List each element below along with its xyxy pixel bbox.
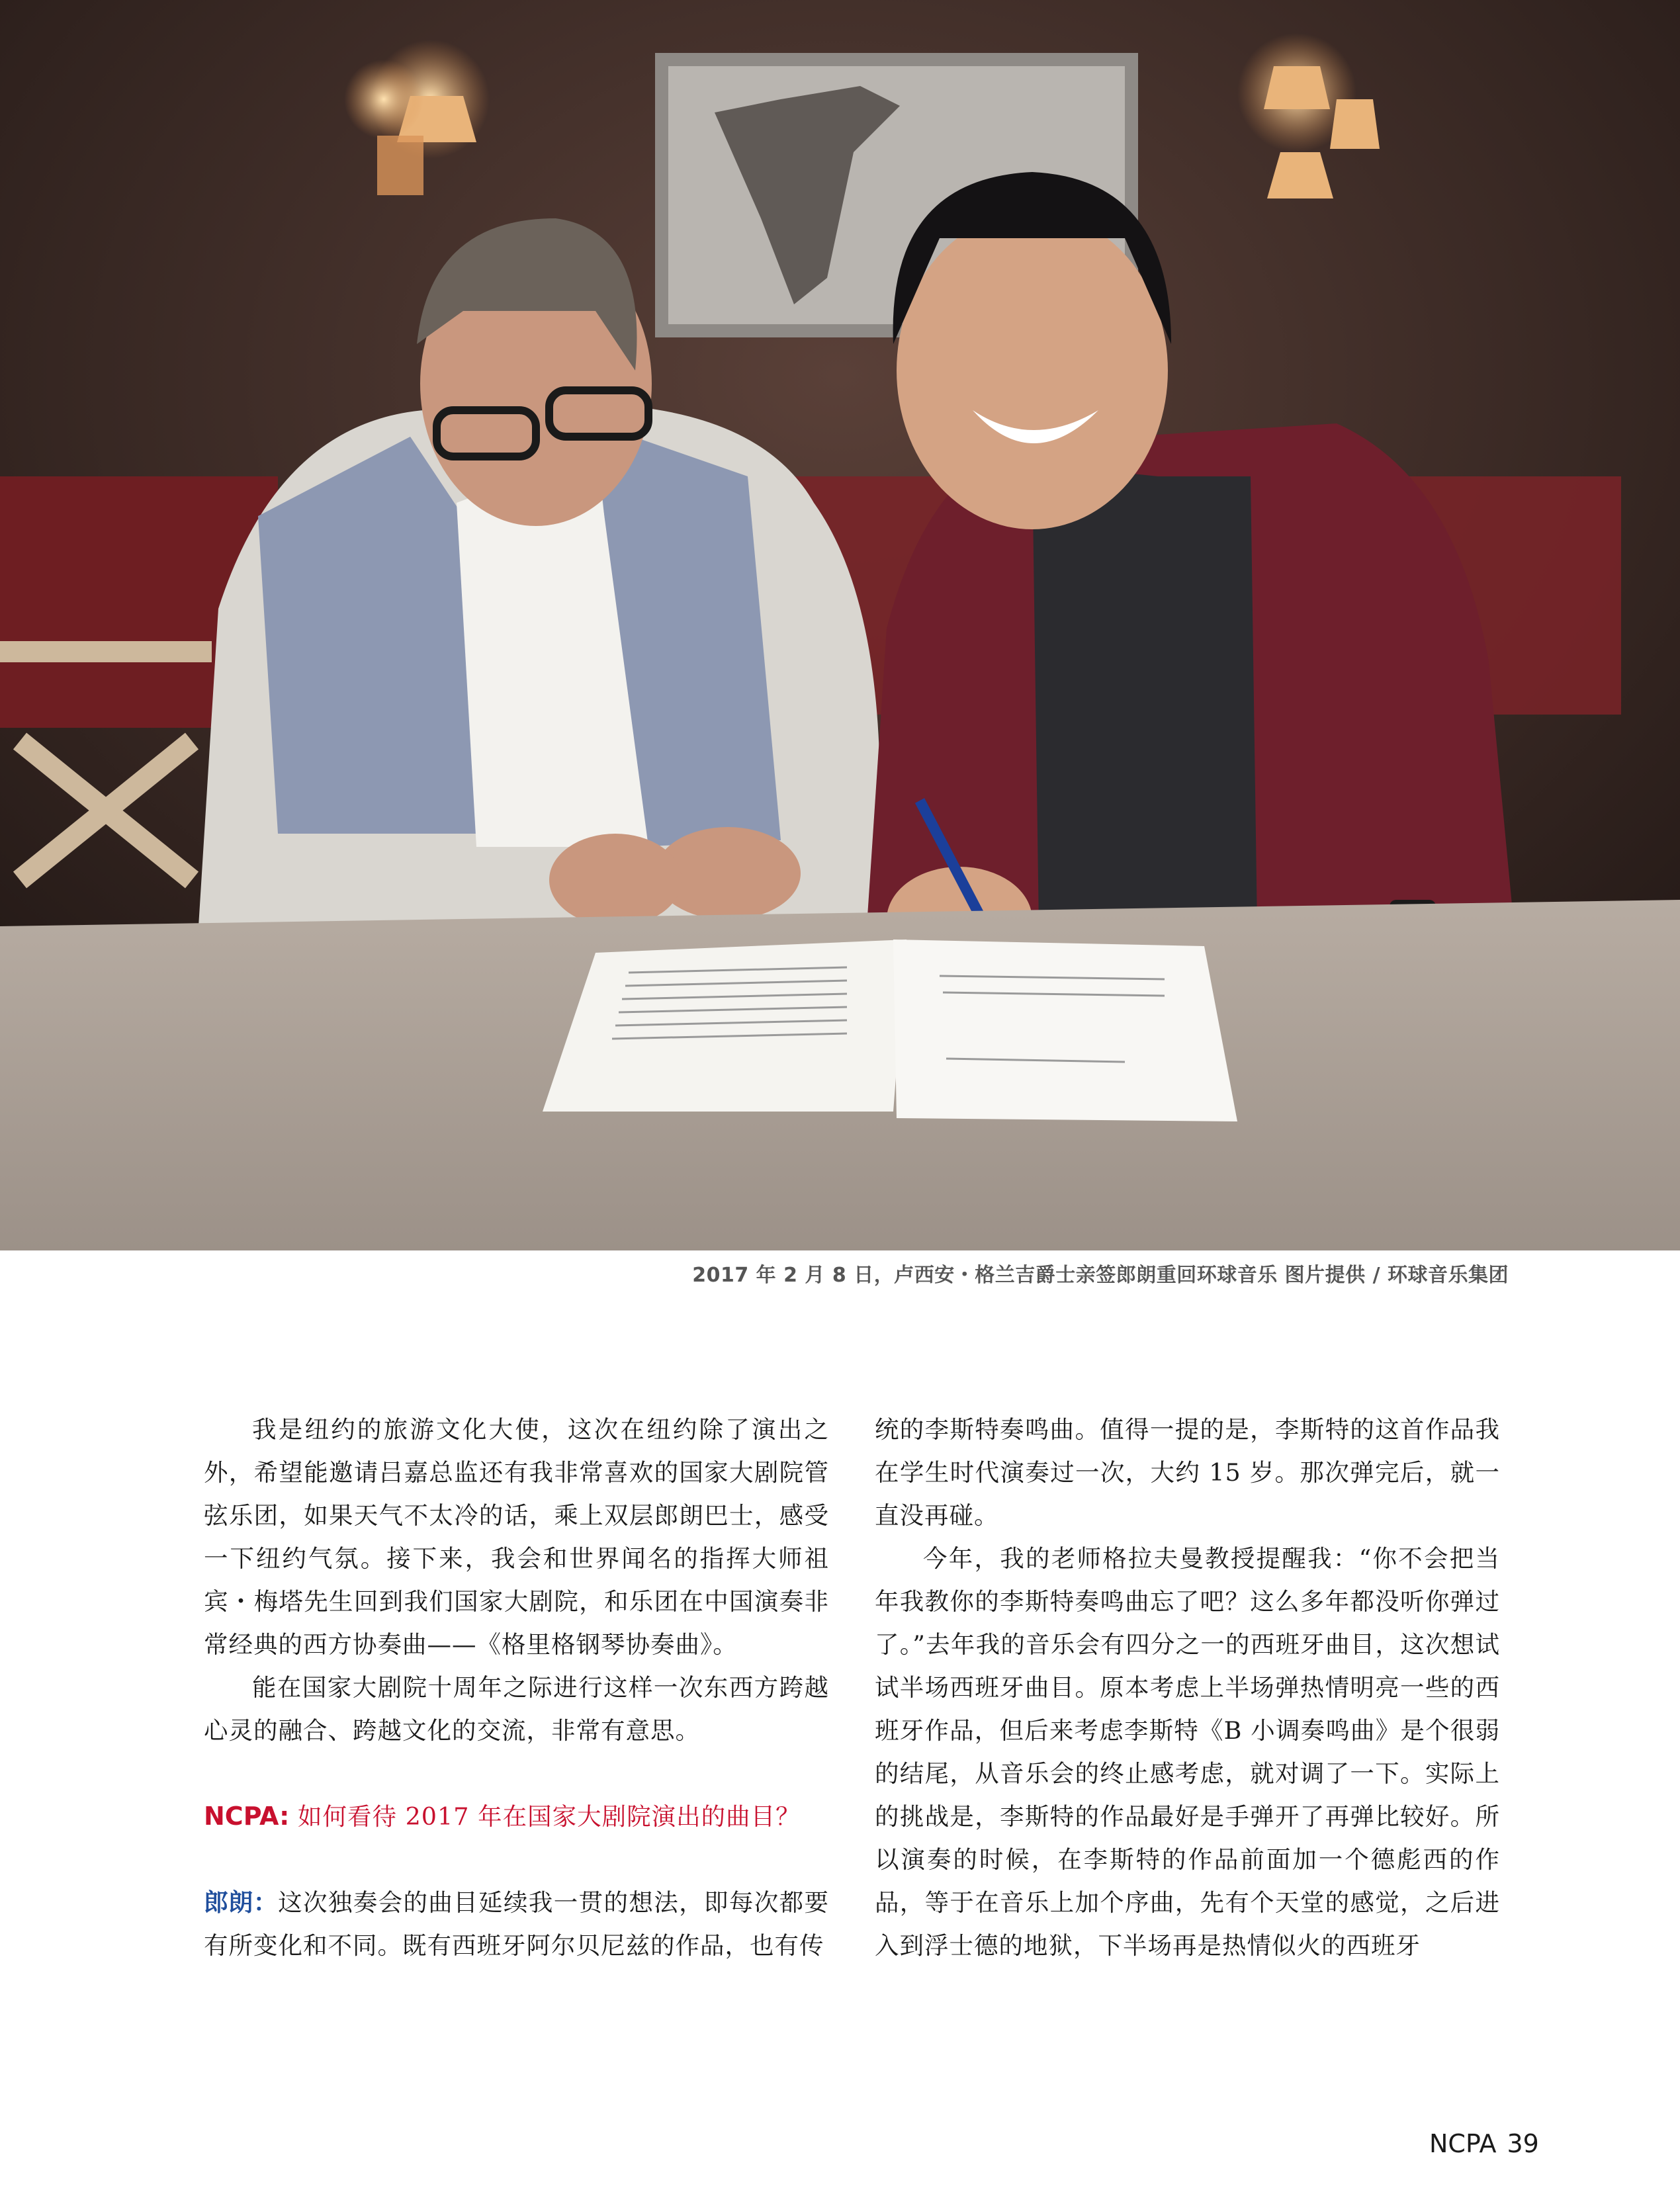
paragraph: 我是纽约的旅游文化大使，这次在纽约除了演出之外，希望能邀请吕嘉总监还有我非常喜欢的国家大剧院管弦乐团，如果天气不太冷的话，乘上双层郎朗巴士，感受一下纽约气氛。接下来，我会和世界闻名的指挥大师祖宾・梅塔先生回到我们国家大剧院，和乐团在中国演奏非常经典的西方协奏曲——《格里格钢琴协奏曲》。 — [204, 1415, 829, 1659]
magazine-name: NCPA — [1429, 2129, 1497, 2158]
question — [204, 1795, 829, 1838]
paragraph: 今年，我的老师格拉夫曼教授提醒我：“你不会把当年我教你的李斯特奏鸣曲忘了吧？这么多年都没听你弹过了。”去年我的音乐会有四分之一的西班牙曲目，这次想试试半场西班牙曲目。原本考虑上半场弹热情明亮一些的西班牙作品，但后来考虑李斯特《B 小调奏鸣曲》是个很弱的结尾，从音乐会的终止感考虑，就对调了一下。实际上的挑战是，李斯特的作品最好是手弹开了再弹比较好。所以演奏的时候，在李斯特的作品前面加一个德彪西的作品，等于在音乐上加个序曲，先有个天堂的感觉，之后进入到浮士德的地狱，下半场再是热情似火的西班牙 — [875, 1544, 1500, 1960]
question-text: 如何看待 2017 年在国家大剧院演出的曲目？ — [297, 1802, 801, 1831]
answer-label: 郎朗： — [204, 1888, 279, 1917]
paragraph: 统的李斯特奏鸣曲。值得一提的是，李斯特的这首作品我在学生时代演奏过一次，大约 15 岁。那次弹完后，就一直没再碰。 — [875, 1415, 1500, 1530]
answer-text: 这次独奏会的曲目延续我一贯的想法，即每次都要有所变化和不同。既有西班牙阿尔贝尼兹的作品，也有传 — [204, 1888, 829, 1960]
answer — [204, 1881, 829, 1967]
page-footer — [1429, 2129, 1550, 2158]
right-column — [875, 1408, 1500, 1967]
question-label: NCPA: — [204, 1802, 290, 1831]
spacer — [204, 1752, 829, 1795]
contract-papers — [543, 940, 1237, 1121]
page-number: 39 — [1507, 2129, 1539, 2158]
spacer — [204, 1838, 829, 1881]
photo-caption: 2017 年 2 月 8 日，卢西安・格兰吉爵士亲签郎朗重回环球音乐 图片提供 / 环球音乐集团 — [692, 1264, 1509, 1287]
paragraph: 能在国家大剧院十周年之际进行这样一次东西方跨越心灵的融合、跨越文化的交流，非常有意思。 — [204, 1673, 829, 1745]
left-column — [204, 1408, 829, 1967]
